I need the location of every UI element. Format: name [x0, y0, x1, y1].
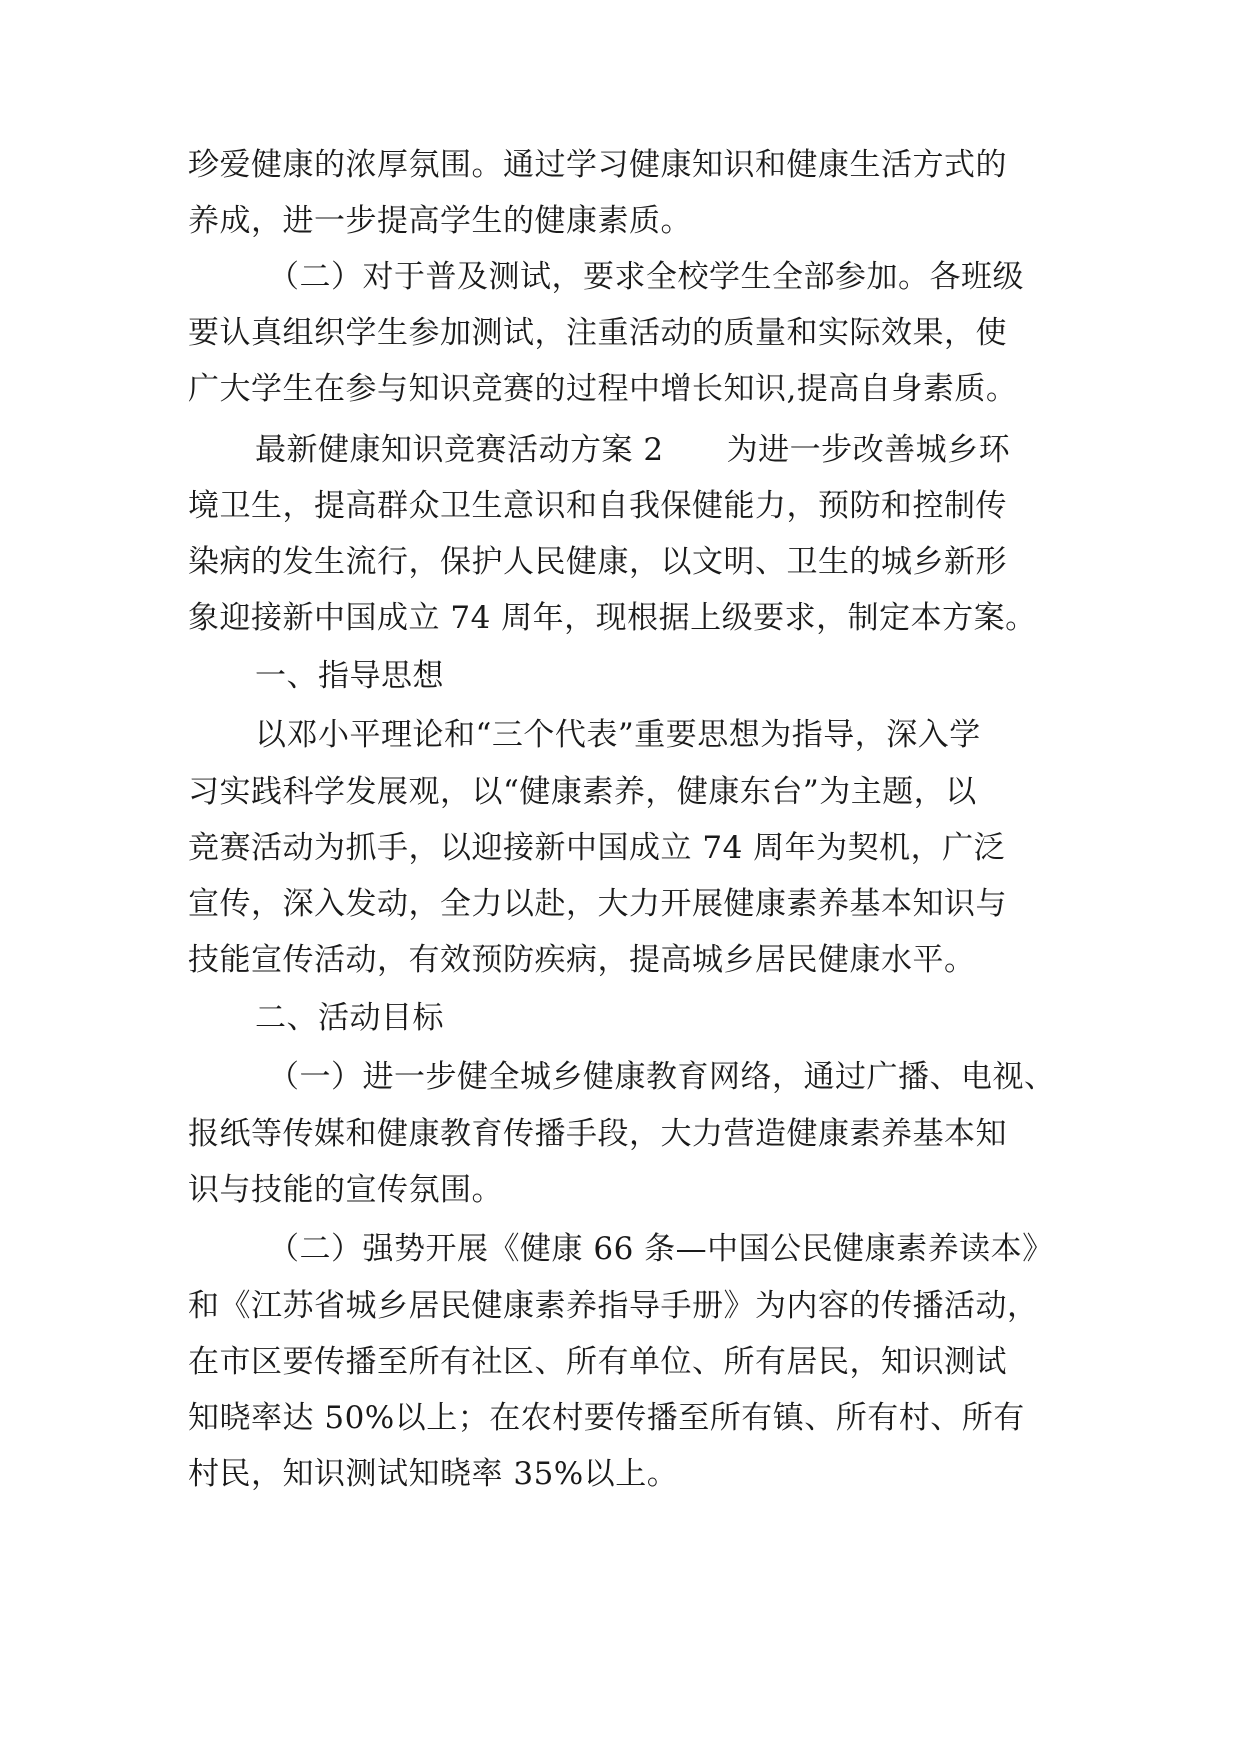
paragraph-line: 珍爱健康的浓厚氛围。通过学习健康知识和健康生活方式的 [188, 147, 1007, 183]
paragraph-line: 广大学生在参与知识竞赛的过程中增长知识,提高自身素质。 [188, 371, 1018, 407]
paragraph-line: 报纸等传媒和健康教育传播手段，大力营造健康素养基本知 [188, 1116, 1007, 1152]
paragraph-line: 染病的发生流行，保护人民健康，以文明、卫生的城乡新形 [188, 544, 1007, 580]
paragraph-line: 识与技能的宣传氛围。 [188, 1172, 503, 1208]
paragraph-line: 境卫生，提高群众卫生意识和自我保健能力，预防和控制传 [188, 488, 1007, 524]
paragraph-line: 技能宣传活动，有效预防疾病，提高城乡居民健康水平。 [188, 942, 976, 978]
paragraph-line: 宣传，深入发动，全力以赴，大力开展健康素养基本知识与 [188, 886, 1007, 922]
paragraph-line: 以邓小平理论和“三个代表”重要思想为指导，深入学 [255, 717, 981, 753]
paragraph-line: （二）强势开展《健康 66 条—中国公民健康素养读本》 [268, 1231, 1054, 1267]
paragraph-line: 知晓率达 50%以上；在农村要传播至所有镇、所有村、所有 [188, 1400, 1025, 1436]
section-title-line: 最新健康知识竞赛活动方案 2 为进一步改善城乡环 [255, 432, 1011, 468]
heading-guiding-thought: 一、指导思想 [255, 658, 444, 694]
paragraph-line: 在市区要传播至所有社区、所有单位、所有居民，知识测试 [188, 1344, 1007, 1380]
paragraph-line: （一）进一步健全城乡健康教育网络，通过广播、电视、 [268, 1059, 1056, 1095]
paragraph-line: （二）对于普及测试，要求全校学生全部参加。各班级 [268, 259, 1024, 295]
paragraph-line: 象迎接新中国成立 74 周年，现根据上级要求，制定本方案。 [188, 600, 1037, 636]
heading-activity-goals: 二、活动目标 [255, 1000, 444, 1036]
paragraph-line: 竞赛活动为抓手，以迎接新中国成立 74 周年为契机，广泛 [188, 830, 1006, 866]
paragraph-line: 养成，进一步提高学生的健康素质。 [188, 203, 692, 239]
paragraph-line: 要认真组织学生参加测试，注重活动的质量和实际效果，使 [188, 315, 1007, 351]
paragraph-line: 和《江苏省城乡居民健康素养指导手册》为内容的传播活动， [188, 1288, 1039, 1324]
paragraph-line: 村民，知识测试知晓率 35%以上。 [188, 1456, 679, 1492]
paragraph-line: 习实践科学发展观，以“健康素养，健康东台”为主题，以 [188, 774, 977, 810]
